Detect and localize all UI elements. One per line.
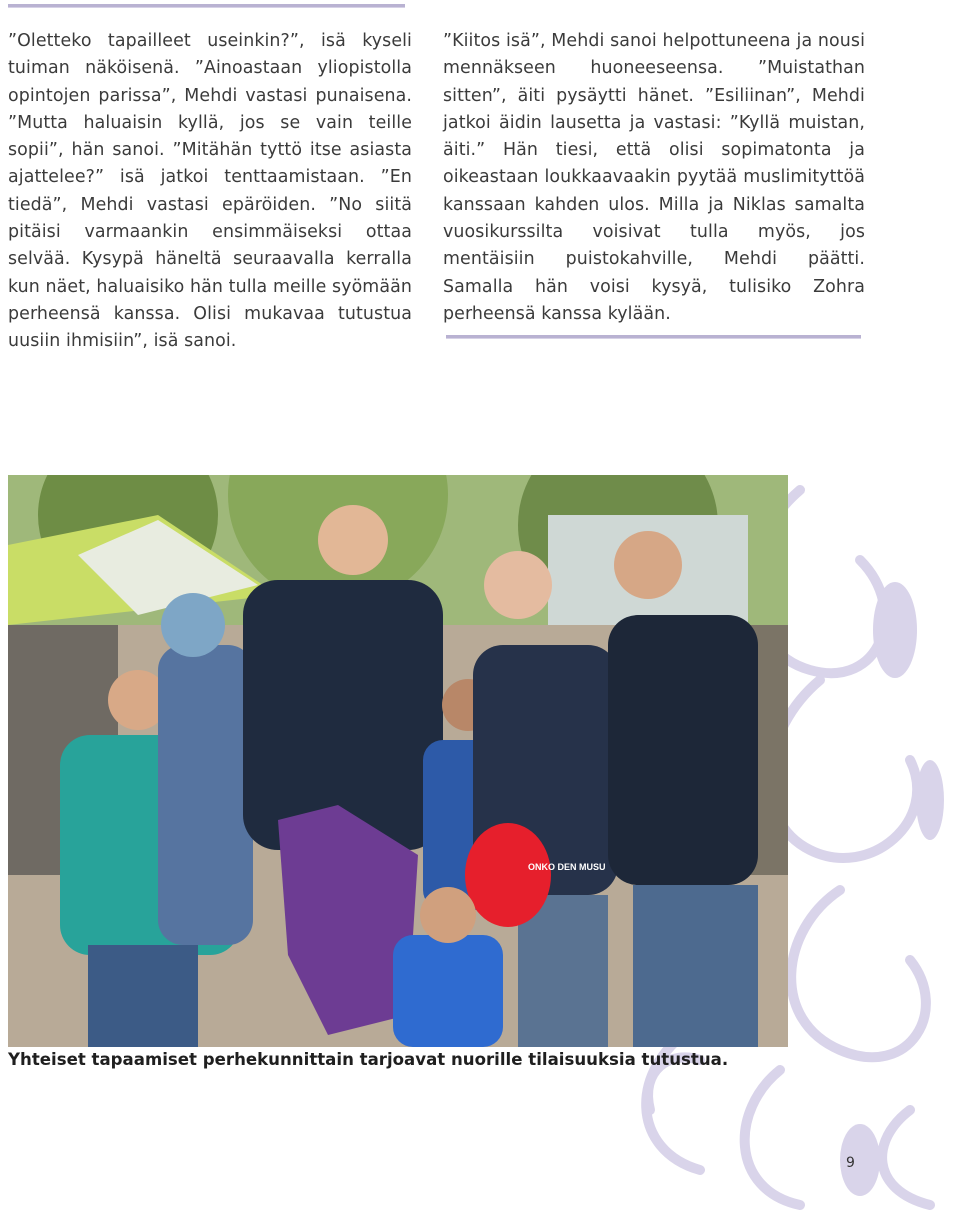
top-rule-right [446, 335, 861, 339]
family-photo [8, 475, 788, 1047]
balloon-text: ONKO DEN MUSU [528, 862, 606, 872]
photo-caption: Yhteiset tapaamiset perhekunnittain tarjoavat nuorille tilaisuuksia tutustua. [8, 1050, 729, 1069]
page-number: 9 [846, 1155, 855, 1171]
girl-blue-jacket [393, 935, 503, 1047]
paragraph-right: ”Kiitos isä”, Mehdi sanoi helpottuneena ja nousi mennäkseen huoneeseensa. ”Muistathan sitten”, äiti pysäytti hänet. ”Esiliinan”, Mehdi jatkoi äidin lausetta ja vastasi: ”Kyllä muistan, äiti.” Hän tiesi, että olisi sopimatonta ja oikeastaan loukkaavaakin pyytää muslimityttöä kanssaan kahden ulos. Milla ja Niklas samalta vuosikurssilta voisivat tulla myös, jos mentäisiin puistokahville, Mehdi päätti. Samalla hän voisi kysyä, tulisiko Zohra perheensä kanssa kylään. [443, 31, 865, 324]
teen-cap [608, 615, 758, 885]
text-column-right [443, 28, 865, 328]
red-balloon [465, 823, 551, 927]
top-rule-left [8, 4, 405, 8]
woman-headscarf [161, 593, 225, 657]
text-column-left [8, 28, 412, 356]
paragraph-left: ”Oletteko tapailleet useinkin?”, isä kyseli tuiman näköisenä. ”Ainoastaan yliopistolla opintojen parissa”, Mehdi vastasi punaisena. ”Mutta haluaisin kyllä, jos se vain teille sopii”, hän sanoi. ”Mitähän tyttö itse asiasta ajattelee?” isä jatkoi tenttaamistaan. ”En tiedä”, Mehdi vastasi epäröiden. ”No siitä pitäisi varmaankin ensimmäiseksi ottaa selvää. Kysypä häneltä seuraavalla kerralla kun näet, haluaisiko hän tulla meille syömään perheensä kanssa. Olisi mukavaa tutustua uusiin ihmisiin”, isä sanoi. [8, 31, 412, 352]
